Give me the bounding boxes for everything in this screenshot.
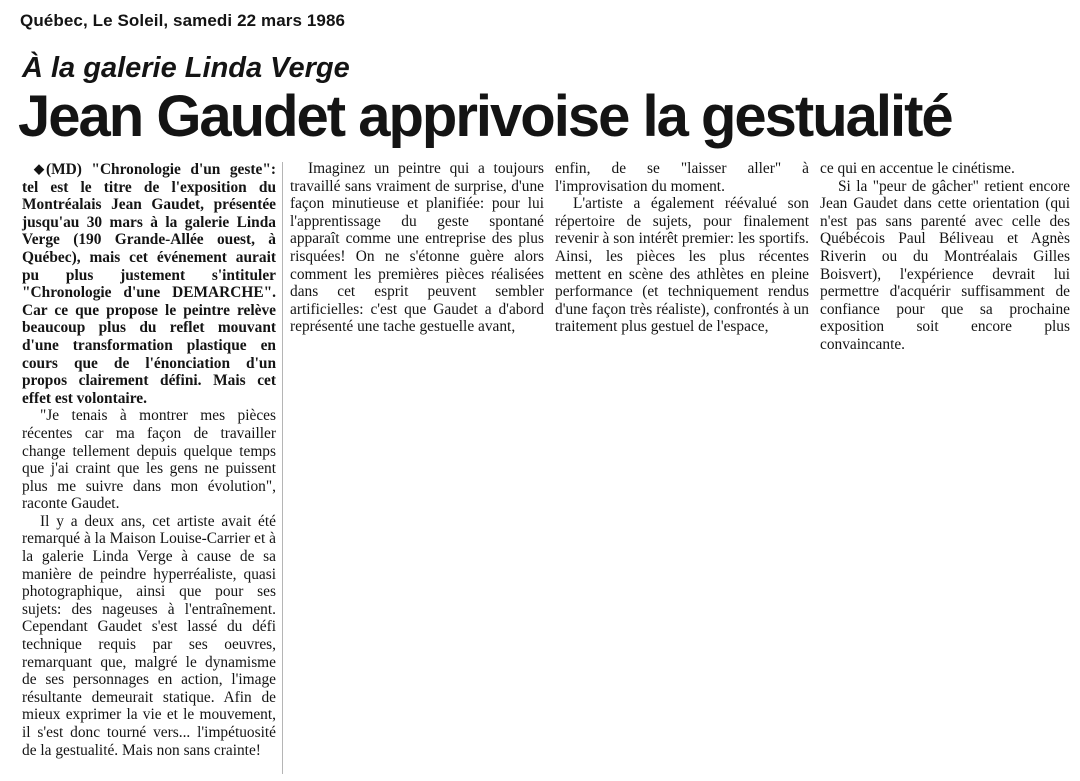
lead-text: (MD) "Chronologie d'un geste": tel est le titre de l'exposition du Montréalais Jean Gaudet, présentée jusqu'au 30 mars à la galerie Linda Verge (190 Grande-Allée ouest, à Québec), mais cet événement aurait pu plus justement s'intituler "Chronologie d'une DEMARCHE". Car ce que propose le peintre relève beaucoup plus du reflet mouvant d'une transformation plastique en cours que de l'énonciation d'un propos clairement défini. Mais cet effet est volontaire.	[22, 161, 276, 407]
article-column-1	[22, 160, 276, 759]
paragraph: Il y a deux ans, cet artiste avait été remarqué à la Maison Louise-Carrier et à la galerie Linda Verge à cause de sa manière de peindre hyperréaliste, quasi photographique, ainsi que pour ses sujets: des nageuses à l'entraînement. Cependant Gaudet s'est lassé du défi technique requis par ses oeuvres, remarquant que, malgré le dynamisme de ses personnages en action, l'image résultante demeurait statique. Afin de mieux exprimer la vie et le mouvement, il s'est donc tourné vers... l'impétuosité de la gestualité. Mais non sans crainte!	[22, 512, 276, 759]
diamond-icon: ◆	[34, 161, 44, 176]
headline: Jean Gaudet apprivoise la gestualité	[18, 84, 952, 149]
kicker: À la galerie Linda Verge	[22, 52, 350, 84]
column-divider	[282, 162, 283, 774]
paragraph: "Je tenais à montrer mes pièces récentes car ma façon de travailler change tellement depuis quelque temps que j'ai craint que les gens ne puissent plus me suivre dans mon évolution", raconte Gaudet.	[22, 407, 276, 513]
article-column-2	[290, 160, 544, 336]
article-column-3	[555, 160, 809, 336]
paragraph-continued: ce qui en accentue le cinétisme.	[820, 160, 1015, 177]
paragraph: Imaginez un peintre qui a toujours travaillé sans vraiment de surprise, d'une façon minutieuse et planifiée: pour lui l'apprentissage du geste spontané apparaît comme une entreprise des plus risquées! On ne s'étonne guère alors comment les premières pièces réalisées dans cet esprit peuvent sembler artificielles: c'est que Gaudet a d'abord représenté une tache gestuelle avant,	[290, 160, 544, 336]
paragraph: L'artiste a également réévalué son répertoire de sujets, pour finalement revenir à son intérêt premier: les sportifs. Ainsi, les pièces les plus récentes mettent en scène des athlètes en pleine performance (et techniquement rendus d'une façon très réaliste), confrontés à un traitement plus gestuel de l'espace,	[555, 195, 809, 336]
lead-paragraph	[22, 160, 276, 407]
paragraph: Si la "peur de gâcher" retient encore Jean Gaudet dans cette orientation (qui n'est pas sans parenté avec celle des Québécois Paul Béliveau et Agnès Riverin ou du Montréalais Gilles Boisvert), l'expérience devrait lui permettre d'acquérir suffisamment de confiance pour que sa prochaine exposition soit encore plus convaincante.	[820, 177, 1070, 353]
dateline: Québec, Le Soleil, samedi 22 mars 1986	[20, 11, 346, 30]
paragraph-continued: enfin, de se "laisser aller" à l'improvisation du moment.	[555, 160, 809, 195]
article-column-4	[820, 160, 1070, 354]
